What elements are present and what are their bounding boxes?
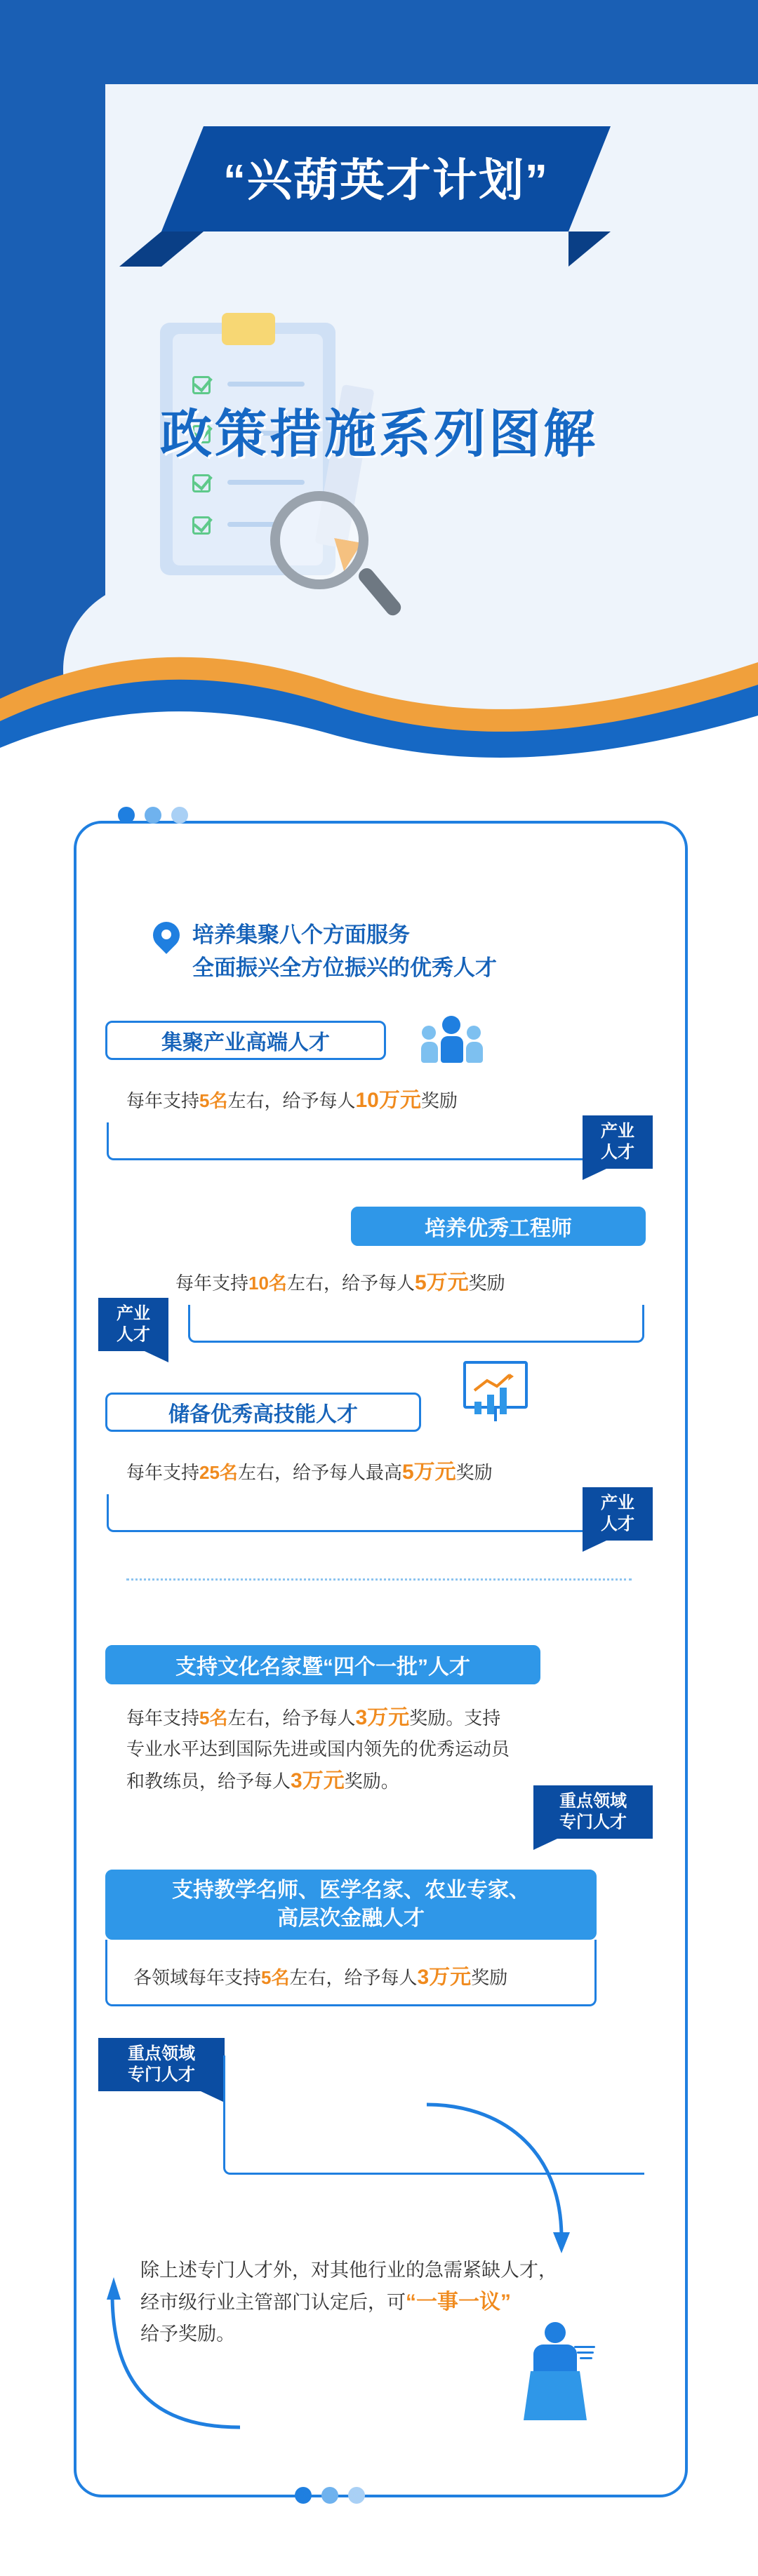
s4-l3b: 奖励。 (344, 1770, 399, 1792)
s2-p3: 奖励 (468, 1273, 505, 1294)
s4-p2: 左右，给予每人 (227, 1708, 356, 1729)
dotted-separator (126, 1578, 632, 1581)
s4-n3: 3万元 (291, 1769, 345, 1792)
section-2-title: 培养优秀工程师 (351, 1207, 646, 1246)
chart-board-icon (463, 1361, 528, 1421)
s3-p1: 每年支持 (126, 1462, 200, 1483)
s2-p1: 每年支持 (175, 1273, 249, 1294)
s4-n2: 3万元 (355, 1706, 410, 1729)
section-4-badge (533, 1785, 653, 1839)
s3-badge-line1: 产业 (601, 1494, 634, 1512)
card-intro (153, 919, 644, 984)
people-group-icon (421, 1016, 481, 1063)
banner-tail-right (568, 232, 653, 267)
s3-p3: 奖励 (456, 1462, 493, 1483)
header-top-bar (0, 0, 758, 84)
banner-tail-left (119, 232, 204, 267)
speaker-podium-icon (512, 2322, 597, 2420)
card-intro-text (192, 919, 497, 984)
section-5-bracket (105, 1940, 597, 2006)
s4-line-2: 专业水平达到国际先进或国内领先的优秀运动员 (126, 1738, 510, 1759)
closing-line-3: 给予奖励。 (140, 2323, 235, 2345)
header-left-bar (0, 0, 105, 709)
s4-l3a: 和教练员，给予每人 (126, 1770, 291, 1792)
s5-p3: 奖励 (471, 1967, 508, 1988)
section-2-bracket (188, 1305, 644, 1343)
section-2-desc (175, 1266, 653, 1300)
intro-line-1: 培养集聚八个方面服务 (192, 923, 410, 947)
microphone-lines-icon (574, 2346, 598, 2359)
s5-n2: 3万元 (417, 1966, 472, 1989)
intro-line-2: 全面振兴全方位振兴的优秀人才 (192, 955, 497, 980)
checkbox-icon (192, 376, 211, 394)
section-1-desc (126, 1084, 590, 1118)
checkbox-icon (192, 516, 211, 535)
s2-n1: 10名 (248, 1273, 287, 1294)
checkbox-icon (192, 474, 211, 492)
dot (171, 807, 188, 824)
s2-n2: 5万元 (414, 1271, 469, 1294)
header-section (0, 0, 758, 828)
dot (348, 2487, 365, 2504)
s2-badge-line1: 产业 (117, 1304, 150, 1323)
section-3-title: 储备优秀高技能人才 (105, 1393, 421, 1432)
closing-arrow-down (421, 2098, 576, 2280)
s5-badge-line1: 重点领域 (128, 2044, 195, 2063)
trend-arrow-icon (473, 1372, 515, 1393)
s5-p1: 各领域每年支持 (133, 1967, 262, 1988)
s5-p2: 左右，给予每人 (289, 1967, 418, 1988)
section-5-title (105, 1870, 597, 1940)
section-2-badge (98, 1298, 168, 1351)
magnifier-icon (270, 491, 404, 624)
s4-p3: 奖励。支持 (409, 1708, 501, 1729)
s1-n1: 5名 (199, 1090, 228, 1111)
s3-n2: 5万元 (401, 1461, 456, 1484)
header-wave (0, 631, 758, 828)
page-subtitle: 政策措施系列图解 (160, 405, 598, 463)
section-3-badge (583, 1487, 653, 1541)
s1-n2: 10万元 (355, 1089, 421, 1112)
section-4-desc (126, 1701, 618, 1798)
page-title: “兴葫英才计划” (223, 155, 549, 206)
s1-p3: 奖励 (420, 1090, 458, 1111)
section-3-bracket (107, 1494, 591, 1532)
s5-n1: 5名 (261, 1967, 290, 1988)
section-3-desc (126, 1456, 604, 1489)
clipboard-clip (222, 313, 275, 345)
clipboard-line (227, 382, 305, 387)
section-1-badge (583, 1115, 653, 1169)
s5-title-line1: 支持教学名师、医学名家、农业专家、 (172, 1878, 530, 1902)
s1-p1: 每年支持 (126, 1090, 200, 1111)
dot (145, 807, 161, 824)
clipboard-line (227, 480, 305, 485)
s4-p1: 每年支持 (126, 1708, 200, 1729)
title-banner (161, 126, 611, 232)
s3-p2: 左右，给予每人最高 (237, 1462, 402, 1483)
s4-badge-line2: 专门人才 (559, 1813, 627, 1832)
closing-line-1: 除上述专门人才外，对其他行业的急需紧缺人才， (140, 2260, 557, 2281)
closing-arrow-left (105, 2266, 246, 2434)
s5-title-line2: 高层次金融人才 (277, 1907, 425, 1930)
s1-p2: 左右，给予每人 (227, 1090, 356, 1111)
location-pin-icon (153, 922, 180, 958)
closing-l2a: 经市级行业主管部门认定后，可 (140, 2292, 406, 2314)
section-1-title: 集聚产业高端人才 (105, 1021, 386, 1060)
s2-p2: 左右，给予每人 (286, 1273, 415, 1294)
s3-badge-line2: 人才 (601, 1515, 634, 1534)
section-4-title: 支持文化名家暨“四个一批”人才 (105, 1645, 540, 1684)
s4-line-1 (126, 1701, 618, 1735)
footer (0, 2525, 758, 2576)
s4-badge-line1: 重点领域 (559, 1792, 627, 1811)
s5-badge-line2: 专门人才 (128, 2065, 195, 2084)
s3-n1: 25名 (199, 1462, 238, 1483)
card-top-dots (118, 807, 188, 824)
section-1-bracket (107, 1122, 591, 1160)
dot (295, 2487, 312, 2504)
card-bottom-dots (295, 2487, 365, 2504)
dot (321, 2487, 338, 2504)
s1-badge-line2: 人才 (601, 1143, 634, 1162)
dot (118, 807, 135, 824)
s2-badge-line2: 人才 (117, 1325, 150, 1344)
s1-badge-line1: 产业 (601, 1122, 634, 1141)
closing-highlight: “一事一议” (406, 2290, 511, 2314)
s4-n1: 5名 (199, 1708, 228, 1729)
section-5-badge (98, 2038, 225, 2091)
